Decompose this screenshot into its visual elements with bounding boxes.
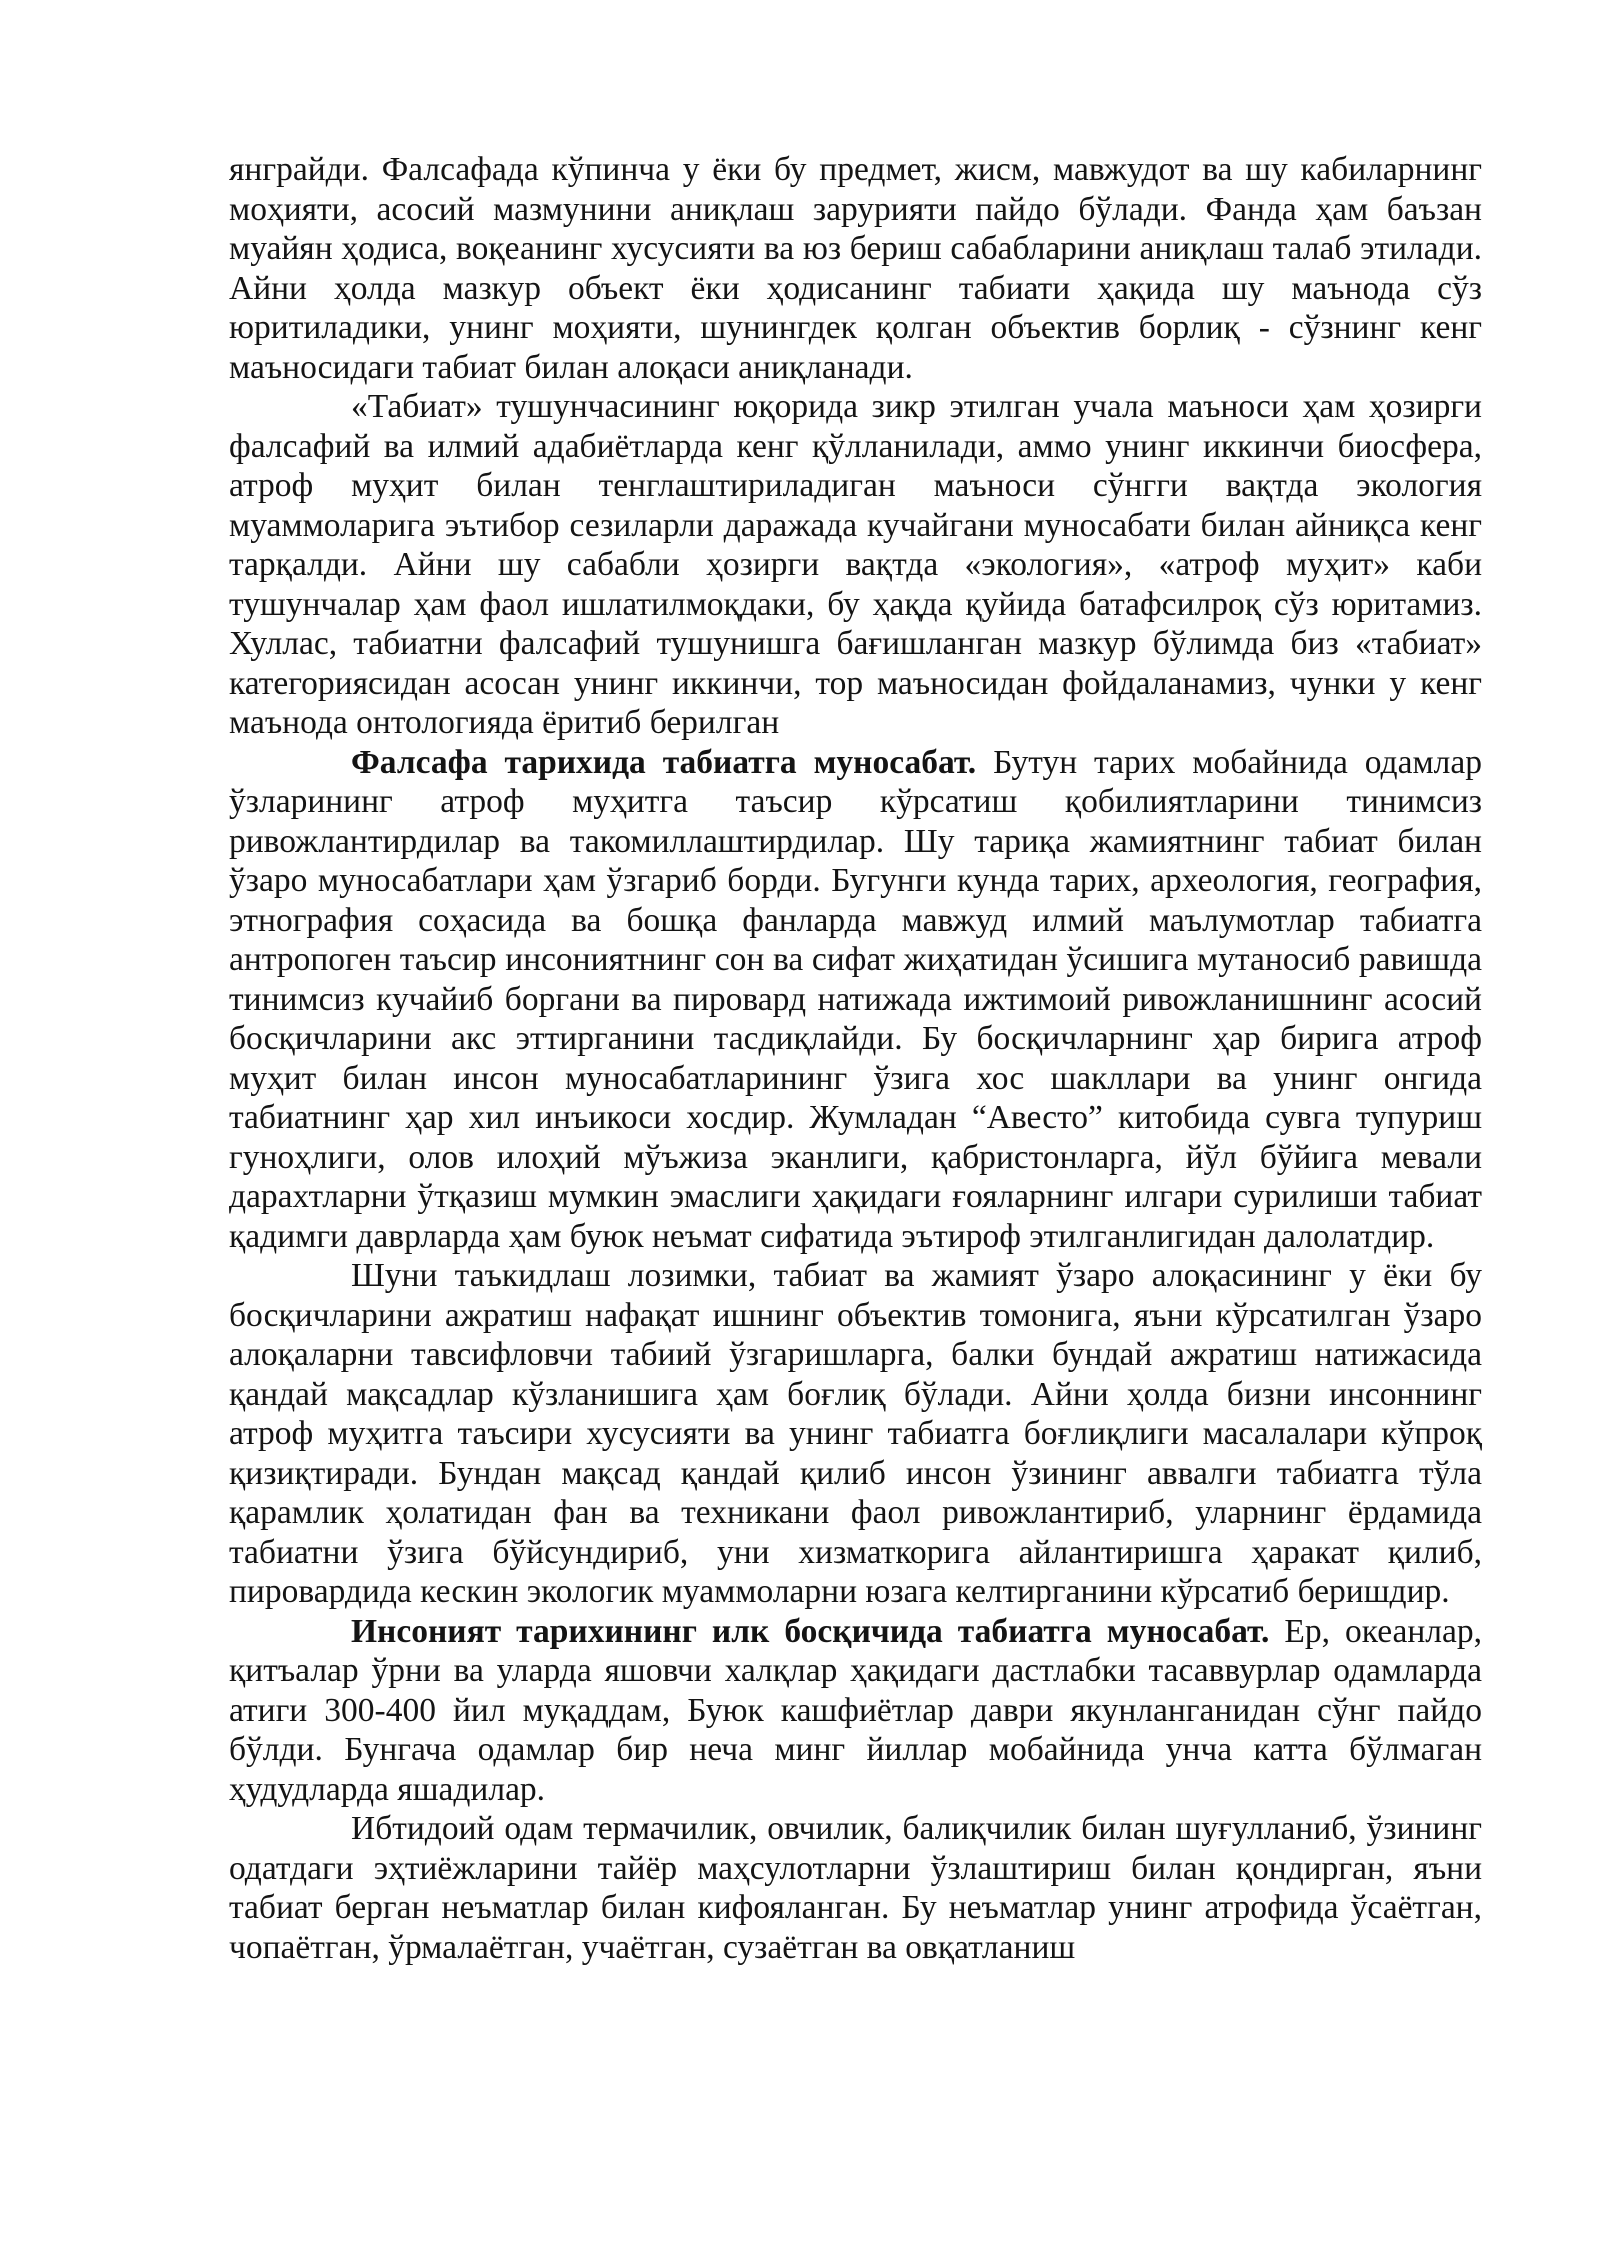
paragraph-4 bbox=[229, 1256, 1482, 1612]
paragraph-1 bbox=[229, 150, 1482, 387]
paragraph-text: Ибтидоий одам термачилик, овчилик, балиқчилик билан шуғулланиб, ўзининг одатдаги эҳтиёжларини тайёр маҳсулотларни ўзлаштириш билан қондирган, яъни табиат берган неъматлар билан кифояланган. Бу неъматлар унинг атрофида ўсаётган, чопаётган, ўрмалаётган, учаётган, сузаётган ва овқатланиш bbox=[229, 1810, 1482, 1966]
paragraph-text: «Табиат» тушунчасининг юқорида зикр этилган учала маъноси ҳам ҳозирги фалсафий ва илмий адабиётларда кенг қўлланилади, аммо унинг иккинчи биосфера, атроф муҳит билан тенглаштириладиган маъноси сўнгги вақтда экология муаммоларига эътибор сезиларли даражада кучайгани муносабати билан айниқса кенг тарқалди. Айни шу сабабли ҳозирги вақтда «экология», «атроф муҳит» каби тушунчалар ҳам фаол ишлатилмоқдаки, бу ҳақда қуйида батафсилроқ сўз юритамиз. Хуллас, табиатни фалсафий тушунишга бағишланган мазкур бўлимда биз «табиат» категориясидан асосан унинг иккинчи, тор маъносидан фойдаланамиз, чунки у кенг маънода онтологияда ёритиб берилган bbox=[229, 388, 1482, 741]
paragraph-3 bbox=[229, 743, 1482, 1257]
paragraph-text: Шуни таъкидлаш лозимки, табиат ва жамият ўзаро алоқасининг у ёки бу босқичларини ажратиш нафақат ишнинг объектив томонига, яъни кўрсатилган ўзаро алоқаларни тавсифловчи табиий ўзгаришларга, балки бундай ажратиш натижасида қандай мақсадлар кўзланишига ҳам боғлиқ бўлади. Айни ҳолда бизни инсоннинг атроф муҳитга таъсири хусусияти ва унинг табиатга боғлиқлиги масалалари кўпроқ қизиқтиради. Бундан мақсад қандай қилиб инсон ўзининг аввалги табиатга тўла қарамлик ҳолатидан фан ва техникани фаол ривожлантириб, уларнинг ёрдамида табиатни ўзига бўйсундириб, уни хизматкорига айлантиришга ҳаракат қилиб, пировардида кескин экологик муаммоларни юзага келтирганини кўрсатиб беришдир. bbox=[229, 1257, 1482, 1610]
paragraph-2 bbox=[229, 387, 1482, 743]
paragraph-text: янграйди. Фалсафада кўпинча у ёки бу предмет, жисм, мавжудот ва шу кабиларнинг моҳияти, асосий мазмунини аниқлаш зарурияти пайдо бўлади. Фанда ҳам баъзан муайян ҳодиса, воқеанинг хусусияти ва юз бериш сабабларини аниқлаш талаб этилади. Айни ҳолда мазкур объект ёки ҳодисанинг табиати ҳақида шу маънода сўз юритиладики, унинг моҳияти, шунингдек қолган объектив борлиқ - сўзнинг кенг маъносидаги табиат билан алоқаси аниқланади. bbox=[229, 151, 1482, 386]
paragraph-5 bbox=[229, 1612, 1482, 1810]
document-page bbox=[229, 150, 1482, 1967]
paragraph-6 bbox=[229, 1809, 1482, 1967]
section-heading: Инсоният тарихининг илк босқичида табиатга муносабат. bbox=[351, 1612, 1270, 1650]
paragraph-text: Ер, океанлар, қитъалар ўрни ва уларда яшовчи халқлар ҳақидаги дастлабки тасаввурлар одамларда атиги 300-400 йил муқаддам, Буюк кашфиётлар даври якунланганидан сўнг пайдо бўлди. Бунгача одамлар бир неча минг йиллар мобайнида унча катта бўлмаган ҳудудларда яшадилар. bbox=[229, 1612, 1482, 1808]
section-heading: Фалсафа тарихида табиатга муносабат. bbox=[351, 743, 977, 781]
paragraph-text: Бутун тарих мобайнида одамлар ўзларининг атроф муҳитга таъсир кўрсатиш қобилиятларини тинимсиз ривожлантирдилар ва такомиллаштирдилар. Шу тариқа жамиятнинг табиат билан ўзаро муносабатлари ҳам ўзгариб борди. Бугунги кунда тарих, археология, география, этнография соҳасида ва бошқа фанларда мавжуд илмий маълумотлар табиатга антропоген таъсир инсониятнинг сон ва сифат жиҳатидан ўсишига мутаносиб равишда тинимсиз кучайиб боргани ва пировард натижада ижтимоий ривожланишнинг асосий босқичларини акс эттирганини тасдиқлайди. Бу босқичларнинг ҳар бирига атроф муҳит билан инсон муносабатларининг ўзига хос шакллари ва унинг онгида табиатнинг ҳар хил инъикоси хосдир. Жумладан “Авесто” китобида сувга тупуриш гуноҳлиги, олов илоҳий мўъжиза эканлиги, қабристонларга, йўл бўйига мевали дарахтларни ўтқазиш мумкин эмаслиги ҳақидаги ғояларнинг илгари сурилиши табиат қадимги даврларда ҳам буюк неъмат сифатида эътироф этилганлигидан далолатдир. bbox=[229, 743, 1482, 1255]
